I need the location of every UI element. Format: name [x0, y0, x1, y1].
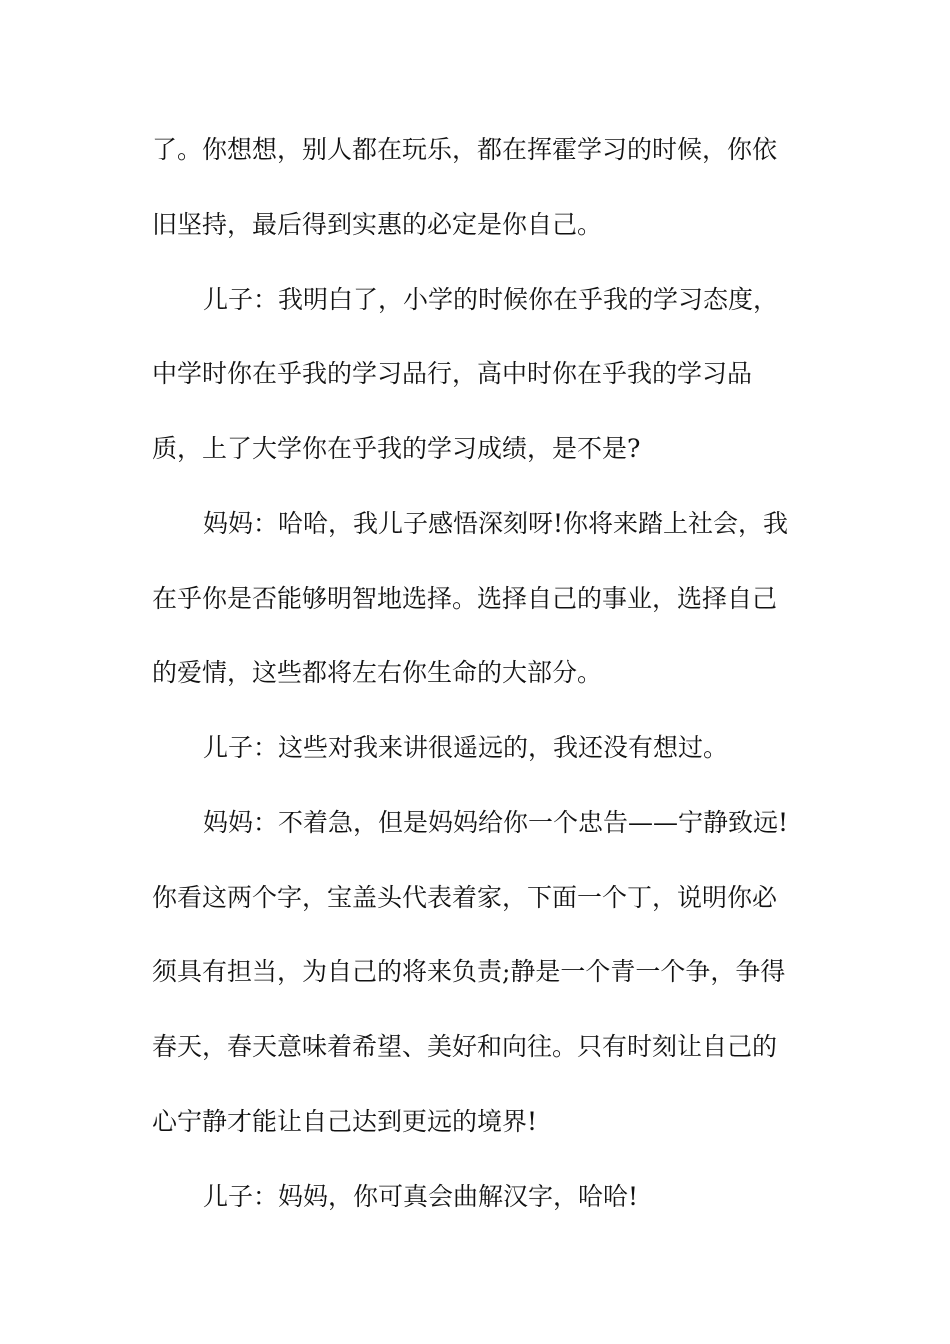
text-line: 须具有担当，为自己的将来负责;静是一个青一个争，争得 [152, 957, 786, 986]
text-line: 春天，春天意味着希望、美好和向往。只有时刻让自己的 [152, 1032, 778, 1061]
text-line: 你看这两个字，宝盖头代表着家，下面一个丁，说明你必 [152, 883, 778, 912]
text-line: 质，上了大学你在乎我的学习成绩，是不是? [152, 434, 641, 463]
text-line: 儿子：这些对我来讲很遥远的，我还没有想过。 [203, 733, 729, 762]
text-line: 中学时你在乎我的学习品行，高中时你在乎我的学习品 [152, 359, 753, 388]
text-line: 儿子：妈妈，你可真会曲解汉字，哈哈! [203, 1182, 639, 1211]
text-line: 妈妈：不着急，但是妈妈给你一个忠告——宁静致远! [203, 808, 789, 837]
text-line: 了。你想想，别人都在玩乐，都在挥霍学习的时候，你依 [152, 135, 778, 164]
text-line: 妈妈：哈哈，我儿子感悟深刻呀!你将来踏上社会，我 [203, 509, 789, 538]
text-line: 在乎你是否能够明智地选择。选择自己的事业，选择自己 [152, 584, 778, 613]
text-line: 的爱情，这些都将左右你生命的大部分。 [152, 658, 603, 687]
text-line: 旧坚持，最后得到实惠的必定是你自己。 [152, 210, 603, 239]
text-line: 心宁静才能让自己达到更远的境界! [152, 1107, 538, 1136]
text-line: 儿子：我明白了，小学的时候你在乎我的学习态度， [203, 285, 779, 314]
